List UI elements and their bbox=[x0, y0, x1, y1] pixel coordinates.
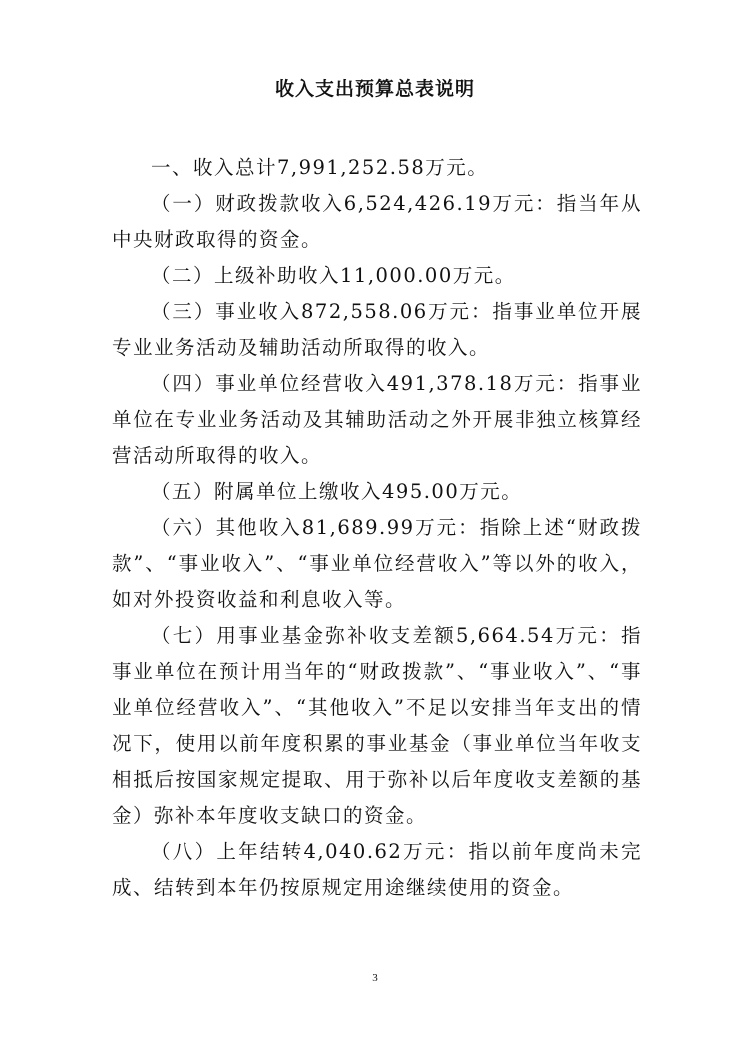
paragraph-other-income: （六）其他收入81,689.99万元：指除上述“财政拨款”、“事业收入”、“事业单位经营收入”等以外的收入，如对外投资收益和利息收入等。 bbox=[112, 516, 642, 611]
paragraph-affiliated-units-income: （五）附属单位上缴收入495.00万元。 bbox=[151, 480, 523, 503]
document-body bbox=[112, 150, 642, 906]
paragraph-fiscal-appropriation: （一）财政拨款收入6,524,426.19万元：指当年从中央财政取得的资金。 bbox=[112, 192, 642, 251]
page-title: 收入支出预算总表说明 bbox=[274, 78, 475, 100]
paragraph-operating-income: （四）事业单位经营收入491,378.18万元：指事业单位在专业业务活动及其辅助活动之外开展非独立核算经营活动所取得的收入。 bbox=[112, 372, 642, 467]
page-number: 3 bbox=[372, 972, 378, 984]
paragraph-income-total: 一、收入总计7,991,252.58万元。 bbox=[151, 156, 489, 179]
paragraph-prior-year-carryover: （八）上年结转4,040.62万元：指以前年度尚未完成、结转到本年仍按原规定用途继续使用的资金。 bbox=[112, 840, 642, 899]
paragraph-superior-subsidy: （二）上级补助收入11,000.00万元。 bbox=[151, 264, 516, 287]
paragraph-business-income: （三）事业收入872,558.06万元：指事业单位开展专业业务活动及辅助活动所取得的收入。 bbox=[112, 300, 642, 359]
paragraph-career-fund-offset: （七）用事业基金弥补收支差额5,664.54万元：指事业单位在预计用当年的“财政拨款”、“事业收入”、“事业单位经营收入”、“其他收入”不足以安排当年支出的情况下，使用以前年度积累的事业基金（事业单位当年收支相抵后按国家规定提取、用于弥补以后年度收支差额的基金）弥补本年度收支缺口的资金。 bbox=[112, 624, 642, 827]
